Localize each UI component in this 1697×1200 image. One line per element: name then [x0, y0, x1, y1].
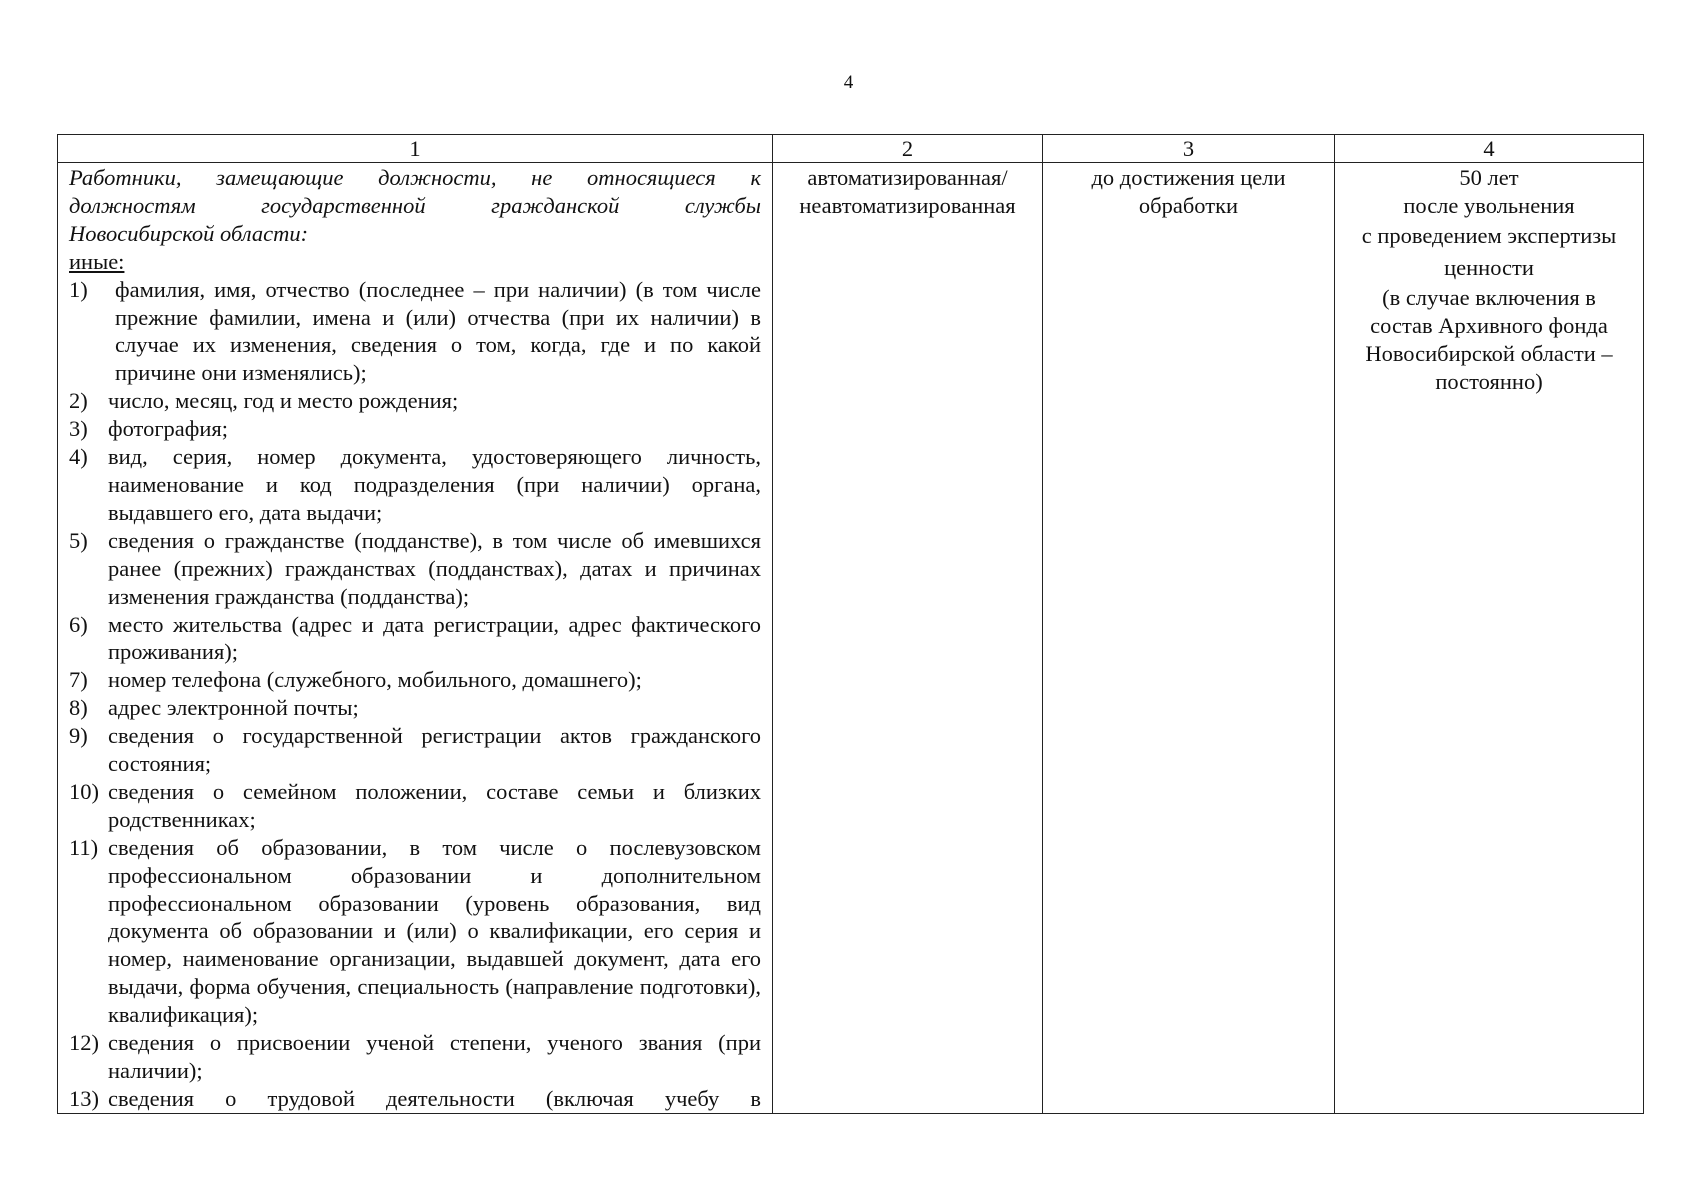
item-text: сведения о семейном положении, составе семьи и близких родственниках;	[108, 778, 761, 832]
category-line: Работники, замещающие должности, не относящиеся к	[69, 165, 761, 190]
item-text: вид, серия, номер документа, удостоверяющего личность, наименование и код подразделения (при наличии) органа, выдавшего его, дата выдачи;	[108, 444, 761, 525]
processing-method-line: автоматизированная/	[807, 165, 1008, 190]
header-col-3: 3	[1043, 135, 1335, 163]
item-text: сведения о государственной регистрации актов гражданского состояния;	[108, 723, 761, 777]
data-categories-cell	[58, 163, 773, 1114]
subheading: иные:	[69, 248, 125, 274]
table-header-row	[58, 135, 1644, 163]
processing-period-cell	[1043, 163, 1335, 1114]
item-number: 9)	[69, 723, 88, 749]
list-item	[69, 778, 761, 834]
item-number: 3)	[69, 416, 88, 442]
storage-period-line: (в случае включения в	[1382, 285, 1596, 310]
header-col-4: 4	[1335, 135, 1644, 163]
item-number: 7)	[69, 667, 88, 693]
list-item	[69, 722, 761, 778]
header-col-2: 2	[773, 135, 1043, 163]
item-number: 5)	[69, 527, 88, 553]
retention-table	[57, 134, 1644, 1114]
list-item	[69, 834, 761, 1029]
item-text: сведения о присвоении ученой степени, ученого звания (при наличии);	[108, 1030, 761, 1083]
item-number: 6)	[69, 611, 88, 637]
list-item	[69, 666, 761, 694]
item-text: число, месяц, год и место рождения;	[108, 388, 459, 414]
item-number: 10)	[69, 778, 99, 804]
storage-period-line: постоянно)	[1435, 369, 1543, 394]
storage-period-line: с проведением экспертизы	[1361, 223, 1617, 248]
item-text: адрес электронной почты;	[108, 695, 359, 721]
list-item	[69, 1085, 761, 1113]
storage-period-line: 50 лет	[1459, 165, 1519, 190]
item-text: сведения о трудовой деятельности (включая учебу в	[108, 1085, 761, 1111]
item-number: 4)	[69, 444, 88, 470]
item-text: номер телефона (служебного, мобильного, домашнего);	[108, 667, 642, 693]
list-item	[69, 611, 761, 667]
processing-method-line: неавтоматизированная	[799, 193, 1016, 218]
storage-period-cell	[1335, 163, 1644, 1114]
storage-period-line: ценности	[1444, 255, 1534, 280]
item-text: сведения о гражданстве (подданстве), в том числе об имевшихся ранее (прежних) гражданствах (подданствах), датах и причинах изменения гражданства (подданства);	[108, 527, 761, 609]
processing-period-line: до достижения цели	[1091, 165, 1286, 190]
data-items-list	[69, 276, 761, 1113]
page-number: 4	[843, 72, 854, 93]
list-item	[69, 276, 761, 388]
item-text: фотография;	[108, 416, 229, 442]
storage-period-line: после увольнения	[1403, 193, 1575, 218]
category-line: Новосибирской области:	[69, 220, 309, 246]
list-item	[69, 694, 761, 722]
storage-period-line: Новосибирской области –	[1365, 341, 1613, 366]
item-number: 2)	[69, 388, 88, 414]
item-number: 11)	[69, 834, 99, 860]
processing-method-cell	[773, 163, 1043, 1114]
category-line: должностям государственной гражданской службы	[69, 192, 761, 218]
list-item	[69, 415, 761, 443]
list-item	[69, 527, 761, 611]
list-item	[69, 443, 761, 527]
item-text: место жительства (адрес и дата регистрации, адрес фактического проживания);	[108, 611, 761, 665]
item-text: сведения об образовании, в том числе о послевузовском профессиональном образовании и дополнительном профессиональном образовании (уровень образования, вид документа об образовании и (или) о квалификации, его серия и номер, наименование организации, выдавшей документ, дата его выдачи, форма обучения, специальность (направление подготовки), квалификация);	[108, 834, 761, 1028]
list-item	[69, 387, 761, 415]
item-number: 8)	[69, 695, 88, 721]
item-text: фамилия, имя, отчество (последнее – при наличии) (в том числе прежние фамилии, имена и (или) отчества (при их наличии) в случае их изменения, сведения о том, когда, где и по какой причине они изменялись);	[115, 276, 761, 386]
processing-period-line: обработки	[1138, 193, 1239, 218]
item-number: 1)	[69, 276, 88, 302]
header-col-1: 1	[58, 135, 773, 163]
table-row	[58, 163, 1644, 1114]
storage-period-line: состав Архивного фонда	[1370, 313, 1608, 338]
list-item	[69, 1029, 761, 1085]
item-number: 12)	[69, 1030, 99, 1056]
item-number: 13)	[69, 1085, 99, 1111]
